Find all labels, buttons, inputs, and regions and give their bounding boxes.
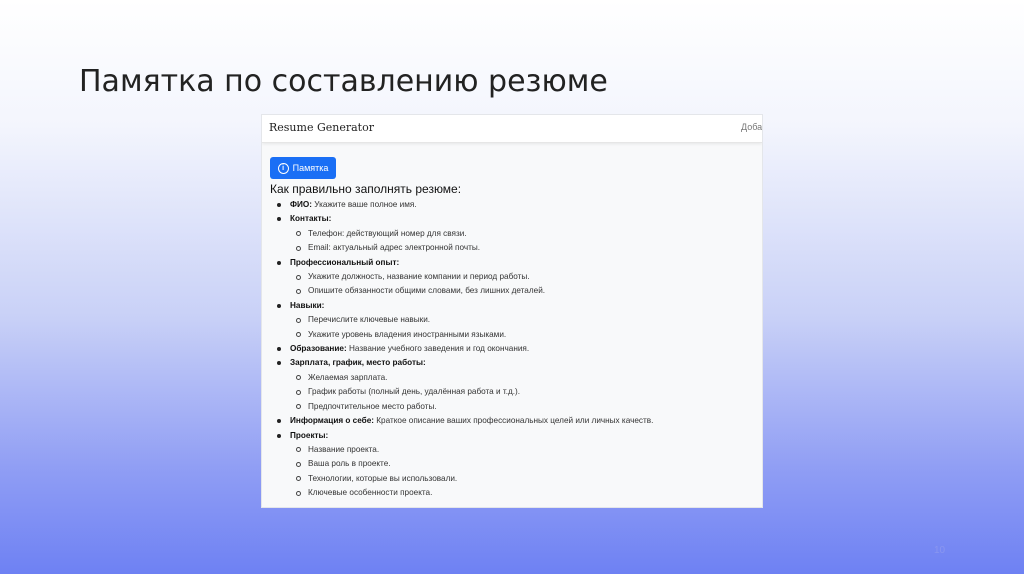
list-item-fio: ФИО: Укажите ваше полное имя. <box>270 198 760 212</box>
slide-title: Памятка по составлению резюме <box>79 64 608 99</box>
list-item-skills: Навыки: <box>270 299 760 313</box>
sub-item: Предпочтительное место работы. <box>270 400 760 414</box>
guide-list <box>270 198 760 501</box>
guide-heading: Как правильно заполнять резюме: <box>270 182 462 196</box>
list-item-contacts: Контакты: <box>270 212 760 226</box>
brand-link[interactable]: Resume Generator <box>269 121 374 134</box>
sub-item: Укажите уровень владения иностранными языками. <box>270 328 760 342</box>
page-number: 10 <box>934 545 946 556</box>
list-item-salary: Зарплата, график, место работы: <box>270 356 760 370</box>
memo-button[interactable] <box>270 157 336 179</box>
sub-item: Email: актуальный адрес электронной почты. <box>270 241 760 255</box>
memo-button-label: Памятка <box>292 163 329 173</box>
nav-link-add[interactable]: Доба <box>741 122 762 132</box>
sub-item: Технологии, которые вы использовали. <box>270 472 760 486</box>
list-item-about: Информация о себе: Краткое описание ваших профессиональных целей или личных качеств. <box>270 414 760 428</box>
sub-item: Укажите должность, название компании и период работы. <box>270 270 760 284</box>
sub-item: Ваша роль в проекте. <box>270 457 760 471</box>
sub-item: Желаемая зарплата. <box>270 371 760 385</box>
list-item-education: Образование: Название учебного заведения и год окончания. <box>270 342 760 356</box>
sub-item: Ключевые особенности проекта. <box>270 486 760 500</box>
list-item-experience: Профессиональный опыт: <box>270 256 760 270</box>
list-item-projects: Проекты: <box>270 429 760 443</box>
sub-item: Название проекта. <box>270 443 760 457</box>
sub-item: График работы (полный день, удалённая работа и т.д.). <box>270 385 760 399</box>
navbar <box>262 115 762 143</box>
info-icon: i <box>278 163 289 174</box>
sub-item: Опишите обязанности общими словами, без лишних деталей. <box>270 284 760 298</box>
app-screenshot <box>262 115 762 507</box>
sub-item: Телефон: действующий номер для связи. <box>270 227 760 241</box>
sub-item: Перечислите ключевые навыки. <box>270 313 760 327</box>
